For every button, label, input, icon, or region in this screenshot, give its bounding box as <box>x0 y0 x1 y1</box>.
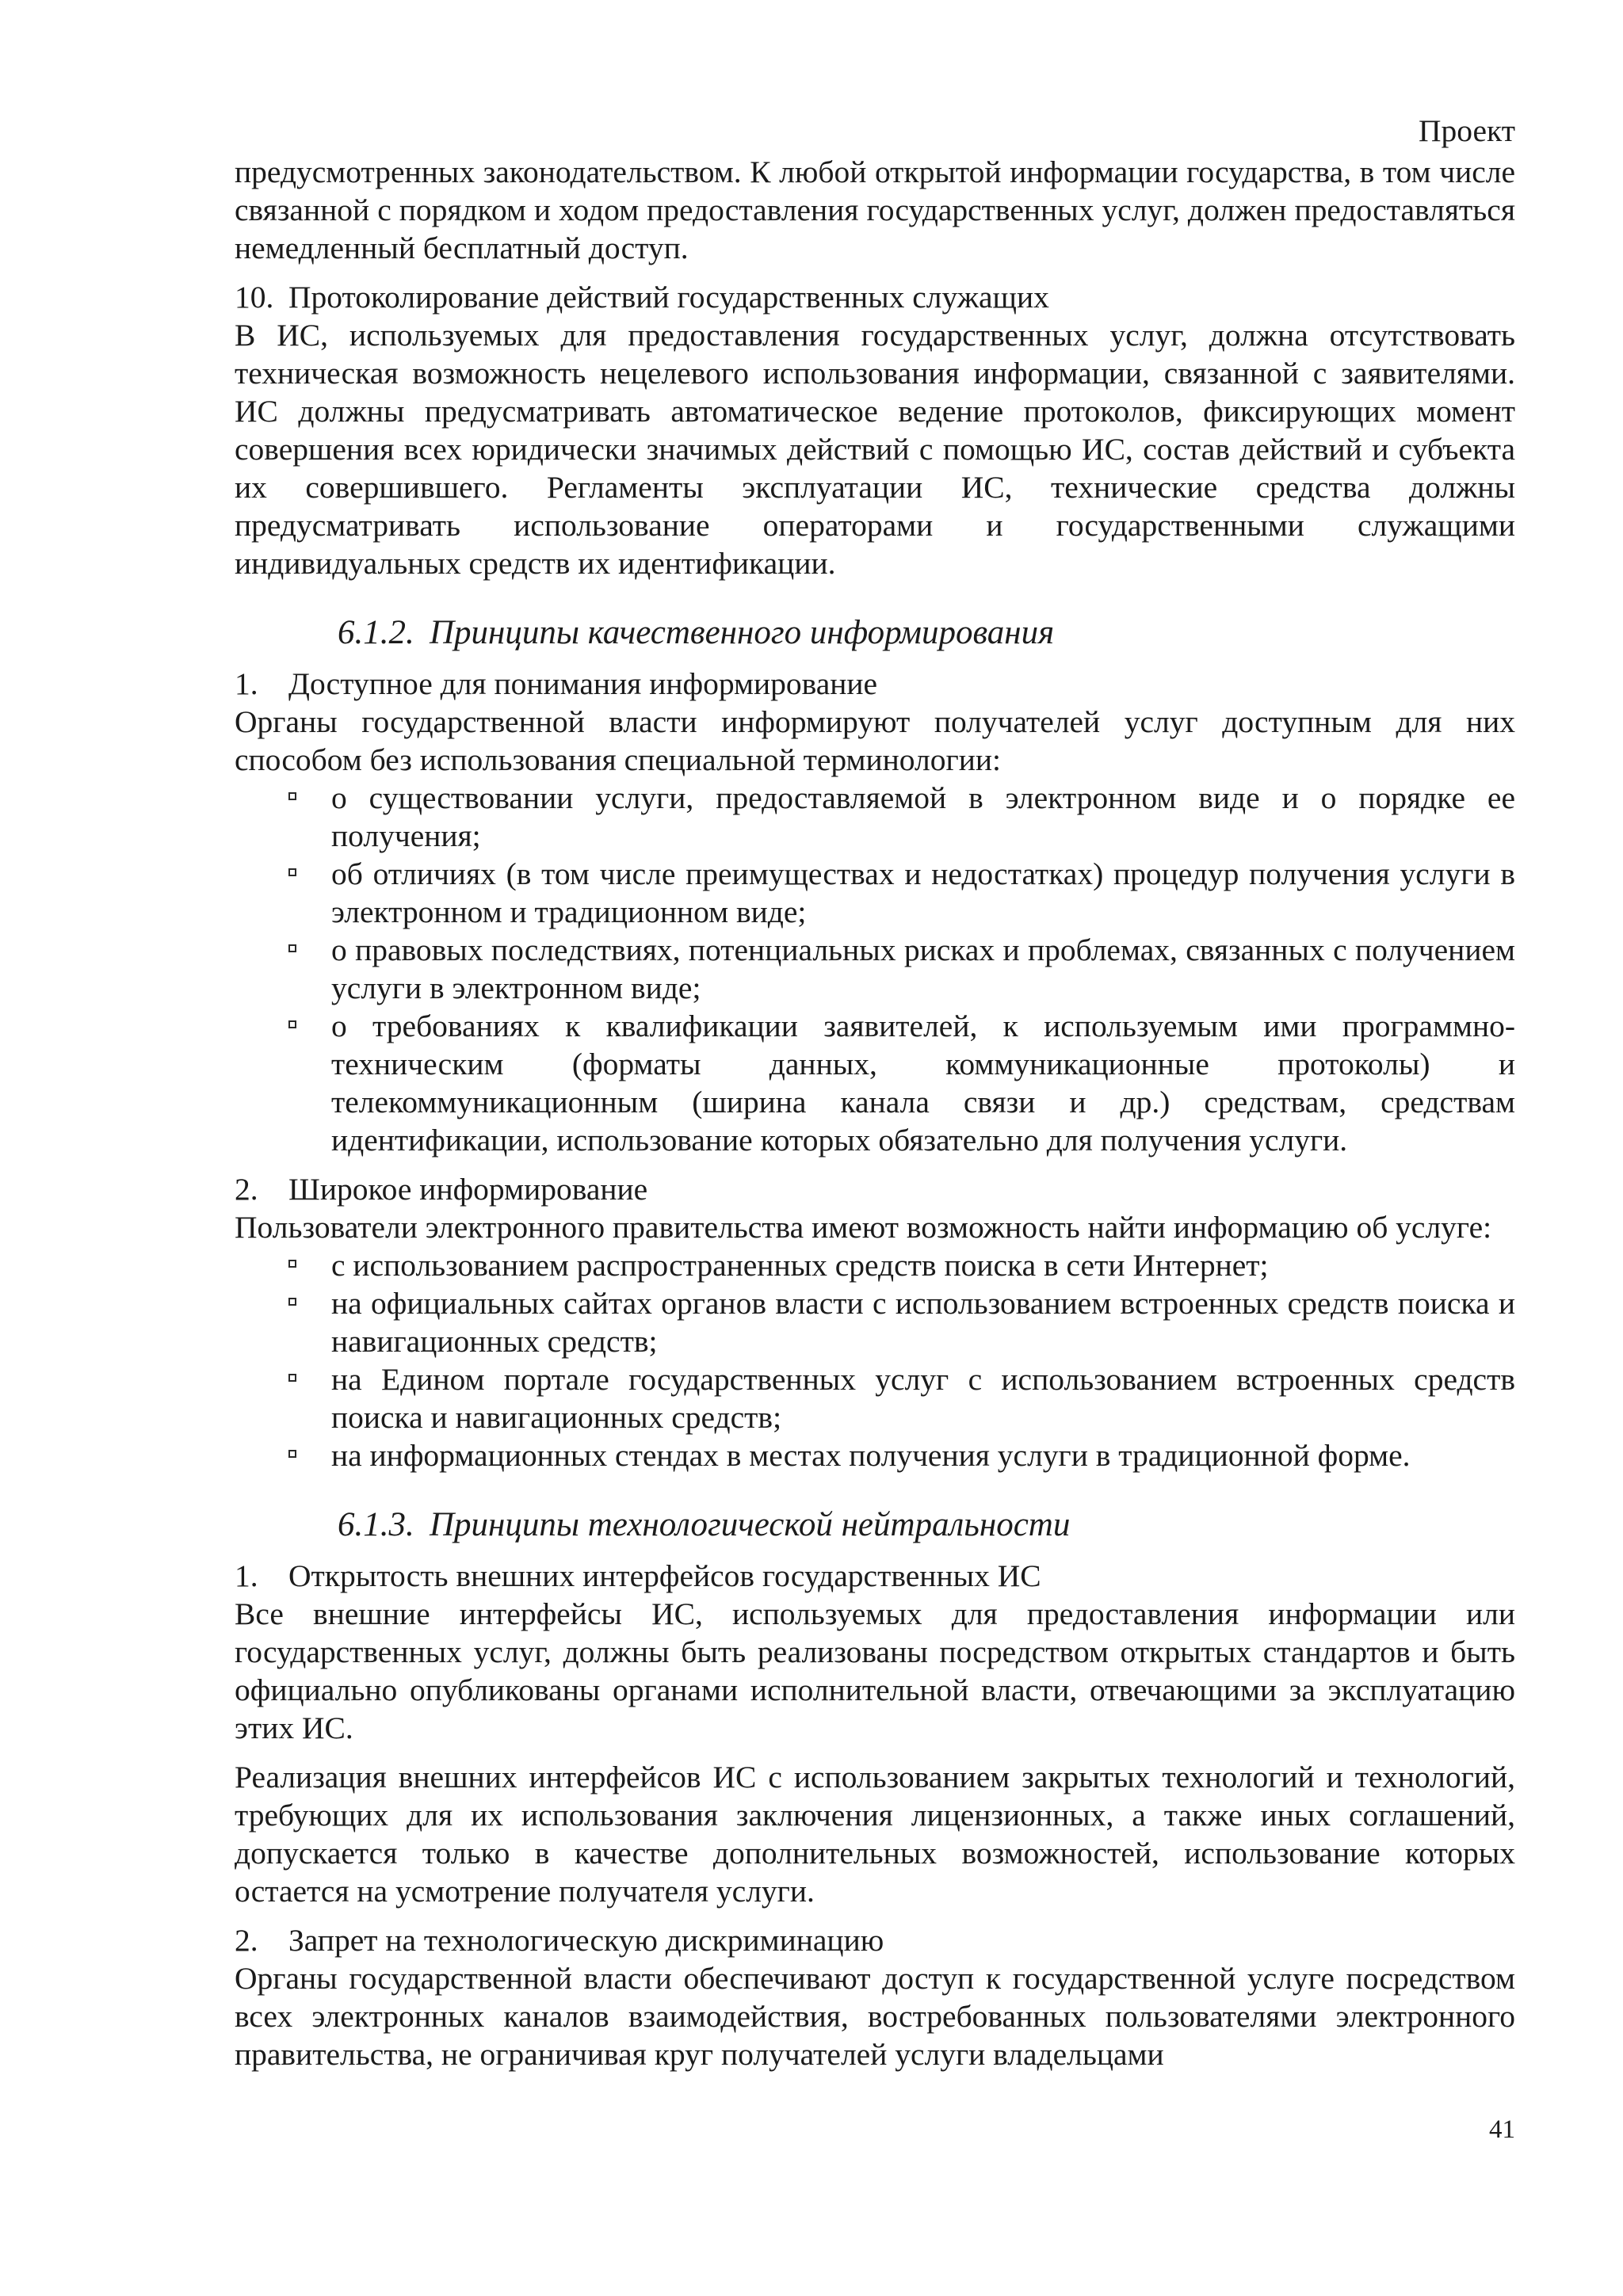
list-item <box>235 779 1515 855</box>
list-item <box>235 1360 1515 1436</box>
paragraph: Органы государственной власти информируют получателей услуг доступным для них способом без использования специальной терминологии: <box>235 704 1515 777</box>
square-bullet-icon <box>235 1436 331 1474</box>
heading-number: 2. <box>235 1172 258 1207</box>
page-number: 41 <box>1489 2115 1515 2144</box>
list-item <box>235 931 1515 1007</box>
section-heading <box>235 612 1515 654</box>
section-heading <box>235 1505 1515 1546</box>
list-item-text: об отличиях (в том числе преимуществах и недостатках) процедур получения услуги в электронном и традиционном виде; <box>331 856 1515 929</box>
heading-number: 10. <box>235 280 274 315</box>
square-bullet-icon <box>235 931 331 1007</box>
document-body <box>235 153 1515 2073</box>
section-title: Принципы качественного информирования <box>430 614 1055 651</box>
list-item <box>235 1246 1515 1284</box>
list-item-text: о правовых последствиях, потенциальных рисках и проблемах, связанных с получением услуги в электронном виде; <box>331 933 1515 1005</box>
heading-number: 1. <box>235 666 258 701</box>
bullet-list <box>235 1246 1515 1474</box>
section-title: Принципы технологической нейтральности <box>430 1506 1071 1543</box>
square-bullet-icon <box>235 1007 331 1159</box>
heading-text: Доступное для понимания информирование <box>288 666 878 701</box>
square-bullet-icon <box>235 1360 331 1436</box>
numbered-heading <box>235 665 1515 703</box>
paragraph: Органы государственной власти обеспечивают доступ к государственной услуге посредством всех электронных каналов взаимодействия, востребованных пользователями электронного правительства, не ограничивая круг получателей услуги владельцами <box>235 1961 1515 2072</box>
list-item-text: о требованиях к квалификации заявителей, к используемым ими программно-техническим (форматы данных, коммуникационные протоколы) и телекоммуникационным (ширина канала связи и др.) средствам, средствам идентификации, использование которых обязательно для получения услуги. <box>331 1009 1515 1158</box>
paragraph: предусмотренных законодательством. К любой открытой информации государства, в том числе связанной с порядком и ходом предоставления государственных услуг, должен предоставляться немедленный бесплатный доступ. <box>235 154 1515 265</box>
paragraph: Реализация внешних интерфейсов ИС с использованием закрытых технологий и технологий, требующих для их использования заключения лицензионных, а также иных соглашений, допускается только в качестве дополнительных возможностей, использование которых остается на усмотрение получателя услуги. <box>235 1760 1515 1909</box>
list-item <box>235 855 1515 931</box>
square-bullet-icon <box>235 1246 331 1284</box>
numbered-heading <box>235 1557 1515 1595</box>
paragraph: Все внешние интерфейсы ИС, используемых для предоставления информации или государственных услуг, должны быть реализованы посредством открытых стандартов и быть официально опубликованы органами исполнительной власти, отвечающими за эксплуатацию этих ИС. <box>235 1596 1515 1745</box>
heading-text: Протоколирование действий государственных служащих <box>288 280 1049 315</box>
list-item-text: о существовании услуги, предоставляемой в электронном виде и о порядке ее получения; <box>331 780 1515 853</box>
section-number: 6.1.3. <box>338 1506 414 1543</box>
bullet-list <box>235 779 1515 1159</box>
heading-text: Открытость внешних интерфейсов государственных ИС <box>288 1558 1041 1593</box>
page-header-label: Проект <box>1419 113 1515 148</box>
numbered-heading <box>235 278 1515 316</box>
numbered-heading <box>235 1170 1515 1208</box>
list-item-text: с использованием распространенных средств поиска в сети Интернет; <box>331 1248 1269 1283</box>
list-item <box>235 1436 1515 1474</box>
paragraph: В ИС, используемых для предоставления государственных услуг, должна отсутствовать техническая возможность нецелевого использования информации, связанной с заявителями. ИС должны предусматривать автоматическое ведение протоколов, фиксирующих момент совершения всех юридически значимых действий с помощью ИС, состав действий и субъекта их совершившего. Регламенты эксплуатации ИС, технические средства должны предусматривать использование операторами и государственными служащими индивидуальных средств их идентификации. <box>235 318 1515 581</box>
square-bullet-icon <box>235 779 331 855</box>
square-bullet-icon <box>235 1284 331 1360</box>
square-bullet-icon <box>235 855 331 931</box>
section-number: 6.1.2. <box>338 614 414 651</box>
list-item <box>235 1007 1515 1159</box>
list-item-text: на информационных стендах в местах получения услуги в традиционной форме. <box>331 1438 1411 1473</box>
heading-text: Запрет на технологическую дискриминацию <box>288 1923 884 1958</box>
heading-number: 1. <box>235 1558 258 1593</box>
list-item <box>235 1284 1515 1360</box>
heading-text: Широкое информирование <box>288 1172 648 1207</box>
list-item-text: на Едином портале государственных услуг с использованием встроенных средств поиска и навигационных средств; <box>331 1362 1515 1435</box>
list-item-text: на официальных сайтах органов власти с использованием встроенных средств поиска и навигационных средств; <box>331 1286 1515 1359</box>
heading-number: 2. <box>235 1923 258 1958</box>
paragraph: Пользователи электронного правительства имеют возможность найти информацию об услуге: <box>235 1210 1492 1245</box>
numbered-heading <box>235 1921 1515 1959</box>
